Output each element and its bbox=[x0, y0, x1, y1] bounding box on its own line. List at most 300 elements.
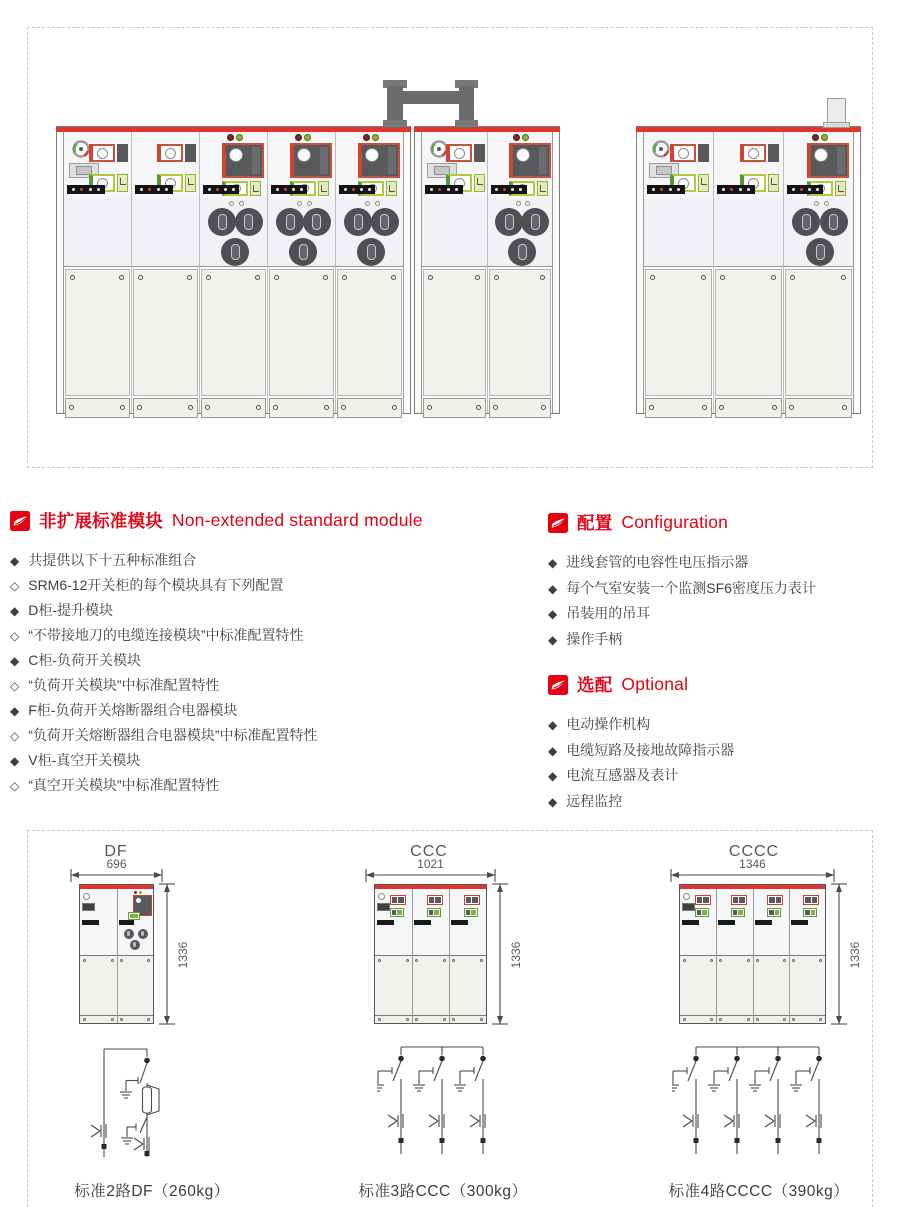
fuse-element-icon bbox=[802, 214, 811, 230]
screw-icon bbox=[274, 275, 279, 280]
screw-icon bbox=[494, 275, 499, 280]
kick-plate bbox=[337, 398, 402, 418]
screw-icon bbox=[720, 275, 725, 280]
fuse-compartment bbox=[132, 198, 199, 267]
indicator-lamp-red-icon bbox=[363, 134, 370, 141]
mini-terminal-strip bbox=[451, 920, 468, 925]
mini-screw-icon bbox=[415, 1018, 418, 1021]
screw-icon bbox=[187, 275, 192, 280]
side-rail bbox=[403, 132, 410, 413]
screw-icon bbox=[256, 405, 261, 410]
indicator-lamp-green-icon bbox=[304, 134, 311, 141]
terminal-dot bbox=[157, 188, 160, 191]
terminal-dot bbox=[292, 188, 295, 191]
diamond-bullet-icon: ◆ bbox=[548, 581, 558, 596]
brand-logo-icon bbox=[651, 139, 671, 159]
terminal-dot bbox=[344, 188, 347, 191]
screw-icon bbox=[137, 405, 142, 410]
fuse-canister-icon bbox=[289, 238, 317, 266]
load-switch-unit bbox=[157, 144, 196, 162]
mini-screw-icon bbox=[452, 1018, 455, 1021]
switch-knob bbox=[365, 148, 379, 162]
list-item bbox=[10, 698, 530, 723]
terminal-dot bbox=[72, 188, 75, 191]
fuse-compartment bbox=[644, 198, 713, 267]
terminal-dot bbox=[519, 188, 522, 191]
busbar-duct-flange bbox=[383, 120, 407, 127]
fuse-canister-icon bbox=[303, 208, 331, 236]
drawing-cabinet bbox=[374, 884, 487, 1024]
fuse-canister-icon bbox=[521, 208, 549, 236]
screw-icon bbox=[188, 405, 193, 410]
mini-nameplate bbox=[82, 903, 95, 911]
drawing-caption: 标准2路DF（260kg） bbox=[74, 1183, 230, 1200]
terminal-dot bbox=[455, 188, 458, 191]
mini-earth-box bbox=[731, 908, 745, 917]
mini-terminal-strip bbox=[414, 920, 431, 925]
panel-control-area bbox=[422, 132, 487, 198]
mini-switch-dot bbox=[733, 910, 738, 915]
panel-door bbox=[269, 269, 334, 396]
mini-screw-icon bbox=[819, 959, 822, 962]
panel-divider bbox=[117, 889, 118, 1023]
mini-earth-box bbox=[128, 912, 140, 920]
list-item bbox=[10, 773, 530, 798]
panel-door bbox=[201, 269, 266, 396]
section-title-en: Configuration bbox=[621, 512, 729, 532]
mini-screw-icon bbox=[480, 959, 483, 962]
circuit-schematic bbox=[74, 1041, 178, 1174]
load-switch-box bbox=[89, 144, 115, 162]
section-title-zh: 选配 bbox=[577, 675, 613, 695]
mini-switch-dot bbox=[466, 910, 471, 915]
mini-switch-dot bbox=[805, 897, 811, 903]
mini-terminal-strip bbox=[718, 920, 735, 925]
list-item-text: “不带接地刀的电缆连接模块”中标准配置特性 bbox=[28, 627, 304, 643]
section-heading-configuration bbox=[548, 510, 893, 535]
list-item bbox=[10, 673, 530, 698]
mini-switch-dot bbox=[805, 910, 810, 915]
terminal-dot bbox=[80, 188, 83, 191]
interlock-box bbox=[117, 174, 128, 192]
panel-control-area bbox=[64, 132, 131, 198]
mini-switch-dot bbox=[429, 910, 434, 915]
terminal-dot bbox=[800, 188, 803, 191]
vent-hole-icon bbox=[824, 201, 829, 206]
list-item bbox=[548, 601, 893, 627]
diamond-bullet-icon: ◇ bbox=[10, 579, 20, 593]
screw-icon bbox=[323, 275, 328, 280]
optional-list bbox=[548, 712, 893, 814]
fuse-canister-icon bbox=[806, 238, 834, 266]
mini-screw-icon bbox=[683, 959, 686, 962]
switch-mechanism-box bbox=[807, 143, 849, 178]
panel-divider bbox=[449, 889, 450, 1023]
load-switch-box bbox=[670, 144, 696, 162]
fuse-canister-icon bbox=[235, 208, 263, 236]
mini-screw-icon bbox=[819, 1018, 822, 1021]
fuse-compartment bbox=[714, 198, 783, 267]
screw-icon bbox=[392, 405, 397, 410]
load-switch-unit bbox=[740, 144, 779, 162]
terminal-strip bbox=[203, 185, 239, 194]
load-switch-unit bbox=[89, 144, 128, 162]
mechanism-block bbox=[185, 144, 196, 162]
mini-screw-icon bbox=[406, 959, 409, 962]
mini-screw-icon bbox=[120, 1018, 123, 1021]
switch-knob bbox=[97, 148, 108, 159]
mini-switch-dot bbox=[397, 910, 402, 915]
panel-divider bbox=[716, 889, 717, 1023]
terminal-dot bbox=[722, 188, 725, 191]
height-dimension-line bbox=[489, 883, 511, 1030]
kick-plate bbox=[785, 398, 852, 418]
terminal-dot bbox=[503, 188, 506, 191]
fuse-element-icon bbox=[244, 214, 253, 230]
list-item bbox=[548, 576, 893, 602]
diamond-bullet-icon: ◇ bbox=[10, 729, 20, 743]
mini-switch-dot bbox=[435, 897, 441, 903]
vent-hole-icon bbox=[375, 201, 380, 206]
cabinet-panel bbox=[714, 132, 784, 413]
fuse-element-icon bbox=[518, 244, 527, 260]
brand-leaf-icon bbox=[548, 513, 568, 533]
panel-door bbox=[645, 269, 712, 396]
list-item bbox=[548, 627, 893, 653]
cabinet-panel bbox=[784, 132, 853, 413]
fuse-element-icon bbox=[380, 214, 389, 230]
list-item bbox=[10, 723, 530, 748]
mini-screw-icon bbox=[378, 1018, 381, 1021]
terminal-dot bbox=[660, 188, 663, 191]
mini-screw-icon bbox=[111, 959, 114, 962]
terminal-strip bbox=[491, 185, 527, 194]
kick-plate bbox=[489, 398, 552, 418]
non-extended-module-section bbox=[10, 508, 530, 798]
vent-hole-icon bbox=[229, 201, 234, 206]
panel-control-area bbox=[784, 132, 853, 198]
drawing-kick-plate bbox=[375, 1015, 486, 1023]
side-rail bbox=[552, 132, 559, 413]
fuse-canister-icon bbox=[221, 238, 249, 266]
cabinet-panel bbox=[132, 132, 200, 413]
mini-screw-icon bbox=[147, 959, 150, 962]
indicator-lamp-green-icon bbox=[522, 134, 529, 141]
panel-control-area bbox=[644, 132, 713, 198]
cabinet-panel bbox=[268, 132, 336, 413]
terminal-dot bbox=[808, 188, 811, 191]
cabinet-panel bbox=[64, 132, 132, 413]
mini-switch-dot bbox=[466, 897, 472, 903]
terminal-strip bbox=[647, 185, 685, 194]
indicator-lamp-green-icon bbox=[236, 134, 243, 141]
vent-hole-icon bbox=[525, 201, 530, 206]
mini-screw-icon bbox=[747, 1018, 750, 1021]
brand-leaf-icon bbox=[548, 675, 568, 695]
terminal-dot bbox=[208, 188, 211, 191]
screw-icon bbox=[428, 275, 433, 280]
list-item-text: C柜-负荷开关模块 bbox=[28, 652, 142, 668]
terminal-strip bbox=[717, 185, 755, 194]
terminal-dot bbox=[89, 188, 92, 191]
terminal-dot bbox=[730, 188, 733, 191]
busbar-duct-flange bbox=[455, 120, 478, 127]
screw-icon bbox=[69, 405, 74, 410]
panel-control-area bbox=[268, 132, 335, 198]
terminal-strip bbox=[135, 185, 173, 194]
mini-terminal-strip bbox=[682, 920, 699, 925]
drawing-cabinet bbox=[79, 884, 154, 1024]
feature-list bbox=[10, 548, 530, 798]
vent-hole-icon bbox=[516, 201, 521, 206]
side-rail bbox=[57, 132, 64, 413]
width-dimension-label: 1021 bbox=[417, 857, 444, 871]
terminal-dot bbox=[368, 188, 371, 191]
mini-switch-dot bbox=[738, 910, 743, 915]
screw-icon bbox=[138, 275, 143, 280]
screw-icon bbox=[701, 275, 706, 280]
screw-icon bbox=[842, 405, 847, 410]
mini-switch-box bbox=[731, 895, 747, 905]
fuse-compartment bbox=[336, 198, 403, 267]
mechanism-column bbox=[252, 147, 260, 174]
mini-terminal-strip bbox=[119, 920, 134, 925]
list-item bbox=[548, 738, 893, 764]
diamond-bullet-icon: ◇ bbox=[10, 679, 20, 693]
list-item-text: “负荷开关熔断器组合电器模块”中标准配置特性 bbox=[28, 727, 318, 743]
mini-screw-icon bbox=[120, 959, 123, 962]
terminal-dot bbox=[97, 188, 100, 191]
screw-icon bbox=[342, 275, 347, 280]
mini-terminal-strip bbox=[791, 920, 808, 925]
vent-cap bbox=[827, 98, 846, 123]
list-item bbox=[548, 763, 893, 789]
list-item bbox=[10, 748, 530, 773]
drawing-caption: 标准4路CCCC（390kg） bbox=[668, 1183, 850, 1200]
switch-knob bbox=[165, 148, 176, 159]
height-dimension-label: 1336 bbox=[848, 941, 862, 969]
list-item-text: “真空开关模块”中标准配置特性 bbox=[28, 777, 220, 793]
screw-icon bbox=[70, 275, 75, 280]
fuse-canister-icon bbox=[371, 208, 399, 236]
circuit-schematic bbox=[377, 1041, 507, 1171]
mini-screw-icon bbox=[783, 959, 786, 962]
switch-knob bbox=[748, 148, 759, 159]
list-item bbox=[10, 648, 530, 673]
screw-icon bbox=[119, 275, 124, 280]
terminal-dot bbox=[792, 188, 795, 191]
fuse-canister-icon bbox=[820, 208, 848, 236]
diamond-bullet-icon: ◆ bbox=[548, 556, 558, 570]
indicator-lamp-red-icon bbox=[295, 134, 302, 141]
panel-control-area bbox=[200, 132, 267, 198]
terminal-dot bbox=[224, 188, 227, 191]
panel-control-area bbox=[132, 132, 199, 198]
cabinet-panel bbox=[488, 132, 553, 413]
panel-door bbox=[489, 269, 552, 396]
mini-screw-icon bbox=[756, 1018, 759, 1021]
fuse-element-icon bbox=[829, 214, 838, 230]
screw-icon bbox=[650, 275, 655, 280]
fuse-compartment bbox=[64, 198, 131, 267]
panel-door bbox=[133, 269, 198, 396]
kick-plate bbox=[715, 398, 782, 418]
mini-earth-box bbox=[803, 908, 817, 917]
indicator-lamp-red-icon bbox=[513, 134, 520, 141]
interlock-box bbox=[768, 174, 779, 192]
panel-door bbox=[423, 269, 486, 396]
section-heading-non-extended bbox=[10, 508, 530, 533]
screw-icon bbox=[475, 275, 480, 280]
screw-icon bbox=[771, 275, 776, 280]
drawing-model-label: CCC bbox=[410, 843, 448, 860]
screw-icon bbox=[391, 275, 396, 280]
diamond-bullet-icon: ◆ bbox=[10, 754, 20, 768]
terminal-dot bbox=[447, 188, 450, 191]
switch-knob bbox=[229, 148, 243, 162]
switch-mechanism-box bbox=[358, 143, 400, 178]
terminal-strip bbox=[425, 185, 463, 194]
mini-screw-icon bbox=[747, 959, 750, 962]
terminal-dot bbox=[165, 188, 168, 191]
diamond-bullet-icon: ◆ bbox=[10, 704, 20, 718]
mini-switch-dot bbox=[130, 914, 138, 918]
fuse-element-icon bbox=[286, 214, 295, 230]
mini-screw-icon bbox=[480, 1018, 483, 1021]
mechanism-block bbox=[768, 144, 779, 162]
fuse-element-icon bbox=[231, 244, 240, 260]
diamond-bullet-icon: ◆ bbox=[548, 632, 558, 647]
mini-earth-box bbox=[695, 908, 709, 917]
screw-icon bbox=[790, 275, 795, 280]
list-item bbox=[548, 789, 893, 815]
fuse-element-icon bbox=[505, 214, 514, 230]
diamond-bullet-icon: ◆ bbox=[10, 554, 20, 568]
terminal-dot bbox=[360, 188, 363, 191]
fuse-element-icon bbox=[367, 244, 376, 260]
vent-hole-icon bbox=[297, 201, 302, 206]
screw-icon bbox=[841, 275, 846, 280]
indicator-lamp-red-icon bbox=[227, 134, 234, 141]
mini-switch-dot bbox=[733, 897, 739, 903]
list-item bbox=[10, 548, 530, 573]
vent-hole-icon bbox=[239, 201, 244, 206]
mini-screw-icon bbox=[792, 1018, 795, 1021]
terminal-dot bbox=[148, 188, 151, 191]
mini-switch-box bbox=[390, 895, 406, 905]
vent-cap-base bbox=[823, 122, 850, 128]
panel-control-area bbox=[714, 132, 783, 198]
product-photos-box bbox=[27, 27, 873, 468]
mini-switch-dot bbox=[775, 910, 780, 915]
switch-knob bbox=[814, 148, 828, 162]
terminal-dot bbox=[140, 188, 143, 191]
diamond-bullet-icon: ◆ bbox=[548, 607, 558, 621]
list-item-text: 共提供以下十五种标准组合 bbox=[28, 552, 197, 568]
mini-logo-icon bbox=[378, 893, 385, 900]
mini-screw-icon bbox=[783, 1018, 786, 1021]
screw-icon bbox=[205, 405, 210, 410]
list-item bbox=[548, 712, 893, 738]
cabinet-panel bbox=[422, 132, 488, 413]
list-item-text: 吊装用的吊耳 bbox=[566, 605, 651, 621]
screw-icon bbox=[541, 405, 546, 410]
screw-icon bbox=[702, 405, 707, 410]
mini-switch-dot bbox=[398, 897, 404, 903]
interlock-box bbox=[537, 181, 548, 196]
terminal-dot bbox=[438, 188, 441, 191]
mini-earth-box bbox=[390, 908, 404, 917]
drawing-model-label: CCCC bbox=[728, 843, 780, 860]
screw-icon bbox=[789, 405, 794, 410]
list-item bbox=[10, 598, 530, 623]
mini-indicator-red-icon bbox=[134, 891, 137, 894]
mini-switch-dot bbox=[434, 910, 439, 915]
mechanism-block bbox=[117, 144, 128, 162]
switch-mechanism-box bbox=[222, 143, 264, 178]
mini-switch-dot bbox=[697, 910, 702, 915]
mini-switch-dot bbox=[769, 897, 775, 903]
mini-screw-icon bbox=[83, 959, 86, 962]
section-title-zh: 非扩展标准模块 bbox=[39, 511, 163, 531]
mini-screw-icon bbox=[415, 959, 418, 962]
fuse-compartment bbox=[784, 198, 853, 267]
panel-row bbox=[422, 132, 552, 413]
height-dimension-label: 1336 bbox=[176, 941, 190, 969]
mini-screw-icon bbox=[406, 1018, 409, 1021]
drawing-model-label: DF bbox=[104, 843, 128, 860]
mini-screw-icon bbox=[83, 1018, 86, 1021]
switch-knob bbox=[297, 148, 311, 162]
diamond-bullet-icon: ◇ bbox=[10, 779, 20, 793]
drawing-caption: 标准3路CCC（300kg） bbox=[358, 1183, 528, 1200]
diamond-bullet-icon: ◆ bbox=[548, 743, 558, 758]
mini-terminal-strip bbox=[755, 920, 772, 925]
panel-door bbox=[337, 269, 402, 396]
mini-screw-icon bbox=[111, 1018, 114, 1021]
fuse-compartment bbox=[488, 198, 553, 267]
section-title-zh: 配置 bbox=[577, 513, 613, 533]
mini-screw-icon bbox=[147, 1018, 150, 1021]
indicator-lamp-green-icon bbox=[372, 134, 379, 141]
mini-switch-dot bbox=[776, 897, 782, 903]
section-title-en: Optional bbox=[621, 674, 689, 694]
mini-switch-dot bbox=[739, 897, 745, 903]
mini-switch-dot bbox=[702, 910, 707, 915]
fuse-canister-icon bbox=[276, 208, 304, 236]
interlock-box bbox=[318, 181, 329, 196]
terminal-strip bbox=[271, 185, 307, 194]
mini-switch-dot bbox=[392, 897, 398, 903]
panel-row bbox=[644, 132, 853, 413]
terminal-dot bbox=[816, 188, 819, 191]
mini-switch-dot bbox=[697, 897, 703, 903]
terminal-dot bbox=[652, 188, 655, 191]
switchgear-group-5-panel bbox=[56, 126, 411, 414]
terminal-strip bbox=[339, 185, 375, 194]
configuration-section bbox=[548, 510, 893, 814]
interlock-box bbox=[386, 181, 397, 196]
vent-hole-icon bbox=[307, 201, 312, 206]
mini-switch-box bbox=[767, 895, 783, 905]
terminal-dot bbox=[276, 188, 279, 191]
mini-switch-box bbox=[695, 895, 711, 905]
switch-knob bbox=[678, 148, 689, 159]
list-item-text: “负荷开关模块”中标准配置特性 bbox=[28, 677, 220, 693]
configuration-list bbox=[548, 550, 893, 652]
load-switch-box bbox=[740, 144, 766, 162]
section-title-en: Non-extended standard module bbox=[171, 510, 423, 530]
